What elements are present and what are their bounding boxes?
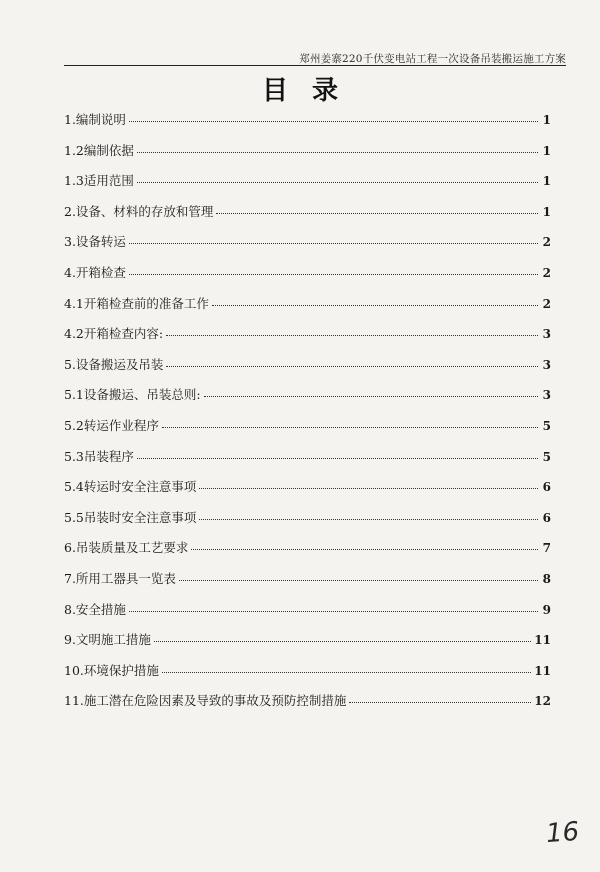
toc-entry bbox=[64, 477, 551, 508]
toc-entry-page-number: 1 bbox=[542, 204, 551, 219]
toc-entry-label: 5.3吊装程序 bbox=[64, 448, 134, 464]
toc-entry-label: 3.设备转运 bbox=[64, 234, 126, 250]
toc-entry-label: 5.2转运作业程序 bbox=[64, 417, 159, 433]
toc-entry bbox=[64, 416, 551, 447]
toc-entry bbox=[64, 508, 551, 539]
toc-entry-label: 2.设备、材料的存放和管理 bbox=[64, 203, 214, 219]
toc-entry-label: 5.5吊装时安全注意事项 bbox=[64, 509, 197, 525]
toc-dot-leader bbox=[166, 335, 538, 336]
toc-entry-page-number: 11 bbox=[534, 663, 551, 678]
toc-entry-label: 4.2开箱检查内容: bbox=[64, 326, 164, 342]
toc-dot-leader bbox=[137, 458, 538, 459]
toc-entry-label: 4.1开箱检查前的准备工作 bbox=[64, 295, 209, 311]
toc-dot-leader bbox=[129, 274, 538, 275]
toc-entry-label: 5.1设备搬运、吊装总则: bbox=[64, 387, 201, 403]
toc-entry bbox=[64, 538, 551, 569]
toc-dot-leader bbox=[349, 702, 531, 703]
toc-dot-leader bbox=[166, 366, 538, 367]
toc-entry-page-number: 12 bbox=[534, 694, 551, 709]
toc-dot-leader bbox=[191, 549, 538, 550]
toc-dot-leader bbox=[162, 427, 538, 428]
header-rule bbox=[64, 65, 566, 66]
toc-entry bbox=[64, 661, 551, 692]
toc-entry-page-number: 3 bbox=[542, 357, 551, 372]
toc-entry bbox=[64, 355, 551, 386]
toc-dot-leader bbox=[212, 305, 538, 306]
toc-entry-label: 7.所用工器具一览表 bbox=[64, 570, 176, 586]
toc-dot-leader bbox=[154, 641, 531, 642]
toc-entry bbox=[64, 324, 551, 355]
toc-entry-label: 6.吊装质量及工艺要求 bbox=[64, 540, 189, 556]
table-of-contents bbox=[64, 110, 551, 722]
toc-entry-label: 10.环境保护措施 bbox=[64, 662, 159, 678]
toc-dot-leader bbox=[137, 182, 538, 183]
toc-entry-page-number: 5 bbox=[542, 418, 551, 433]
toc-entry-page-number: 1 bbox=[542, 174, 551, 189]
toc-entry-label: 8.安全措施 bbox=[64, 601, 126, 617]
toc-entry-page-number: 2 bbox=[542, 235, 551, 250]
toc-dot-leader bbox=[129, 243, 538, 244]
toc-entry bbox=[64, 385, 551, 416]
toc-entry-page-number: 1 bbox=[542, 113, 551, 127]
toc-entry bbox=[64, 630, 551, 661]
toc-entry-page-number: 9 bbox=[542, 602, 551, 617]
toc-entry bbox=[64, 691, 551, 722]
toc-entry bbox=[64, 171, 551, 202]
toc-entry-label: 4.开箱检查 bbox=[64, 264, 126, 280]
toc-entry bbox=[64, 232, 551, 263]
toc-entry bbox=[64, 110, 551, 141]
toc-entry bbox=[64, 294, 551, 325]
toc-entry-page-number: 6 bbox=[542, 510, 551, 525]
toc-entry-label: 11.施工潜在危险因素及导致的事故及预防控制措施 bbox=[64, 693, 347, 709]
toc-dot-leader bbox=[129, 121, 538, 122]
toc-entry-page-number: 3 bbox=[542, 327, 551, 342]
toc-dot-leader bbox=[199, 519, 538, 520]
toc-dot-leader bbox=[216, 213, 538, 214]
toc-entry-page-number: 1 bbox=[542, 143, 551, 158]
toc-entry-page-number: 8 bbox=[542, 571, 551, 586]
toc-dot-leader bbox=[162, 672, 531, 673]
toc-entry-label: 1.2编制依据 bbox=[64, 142, 134, 158]
toc-entry-page-number: 2 bbox=[542, 265, 551, 280]
toc-entry-label: 1.编制说明 bbox=[64, 112, 126, 127]
toc-dot-leader bbox=[129, 611, 538, 612]
toc-entry bbox=[64, 263, 551, 294]
toc-entry bbox=[64, 600, 551, 631]
toc-entry-label: 1.3适用范围 bbox=[64, 173, 134, 189]
toc-entry bbox=[64, 447, 551, 478]
toc-title: 目录 bbox=[261, 76, 362, 106]
toc-dot-leader bbox=[137, 152, 538, 153]
toc-entry bbox=[64, 202, 551, 233]
toc-entry bbox=[64, 141, 551, 172]
handwritten-page-number: 16 bbox=[544, 816, 581, 850]
toc-entry-page-number: 11 bbox=[534, 633, 551, 648]
toc-entry-label: 9.文明施工措施 bbox=[64, 632, 151, 648]
toc-entry-label: 5.4转运时安全注意事项 bbox=[64, 479, 197, 495]
running-header: 郑州姜寨220千伏变电站工程一次设备吊装搬运施工方案 bbox=[299, 53, 566, 65]
toc-entry-page-number: 6 bbox=[542, 480, 551, 495]
toc-entry-page-number: 2 bbox=[542, 296, 551, 311]
toc-entry bbox=[64, 569, 551, 600]
toc-dot-leader bbox=[179, 580, 538, 581]
toc-entry-page-number: 7 bbox=[542, 541, 551, 556]
toc-dot-leader bbox=[199, 488, 538, 489]
toc-entry-page-number: 3 bbox=[542, 388, 551, 403]
toc-entry-page-number: 5 bbox=[542, 449, 551, 464]
toc-dot-leader bbox=[204, 396, 538, 397]
toc-entry-label: 5.设备搬运及吊装 bbox=[64, 356, 164, 372]
